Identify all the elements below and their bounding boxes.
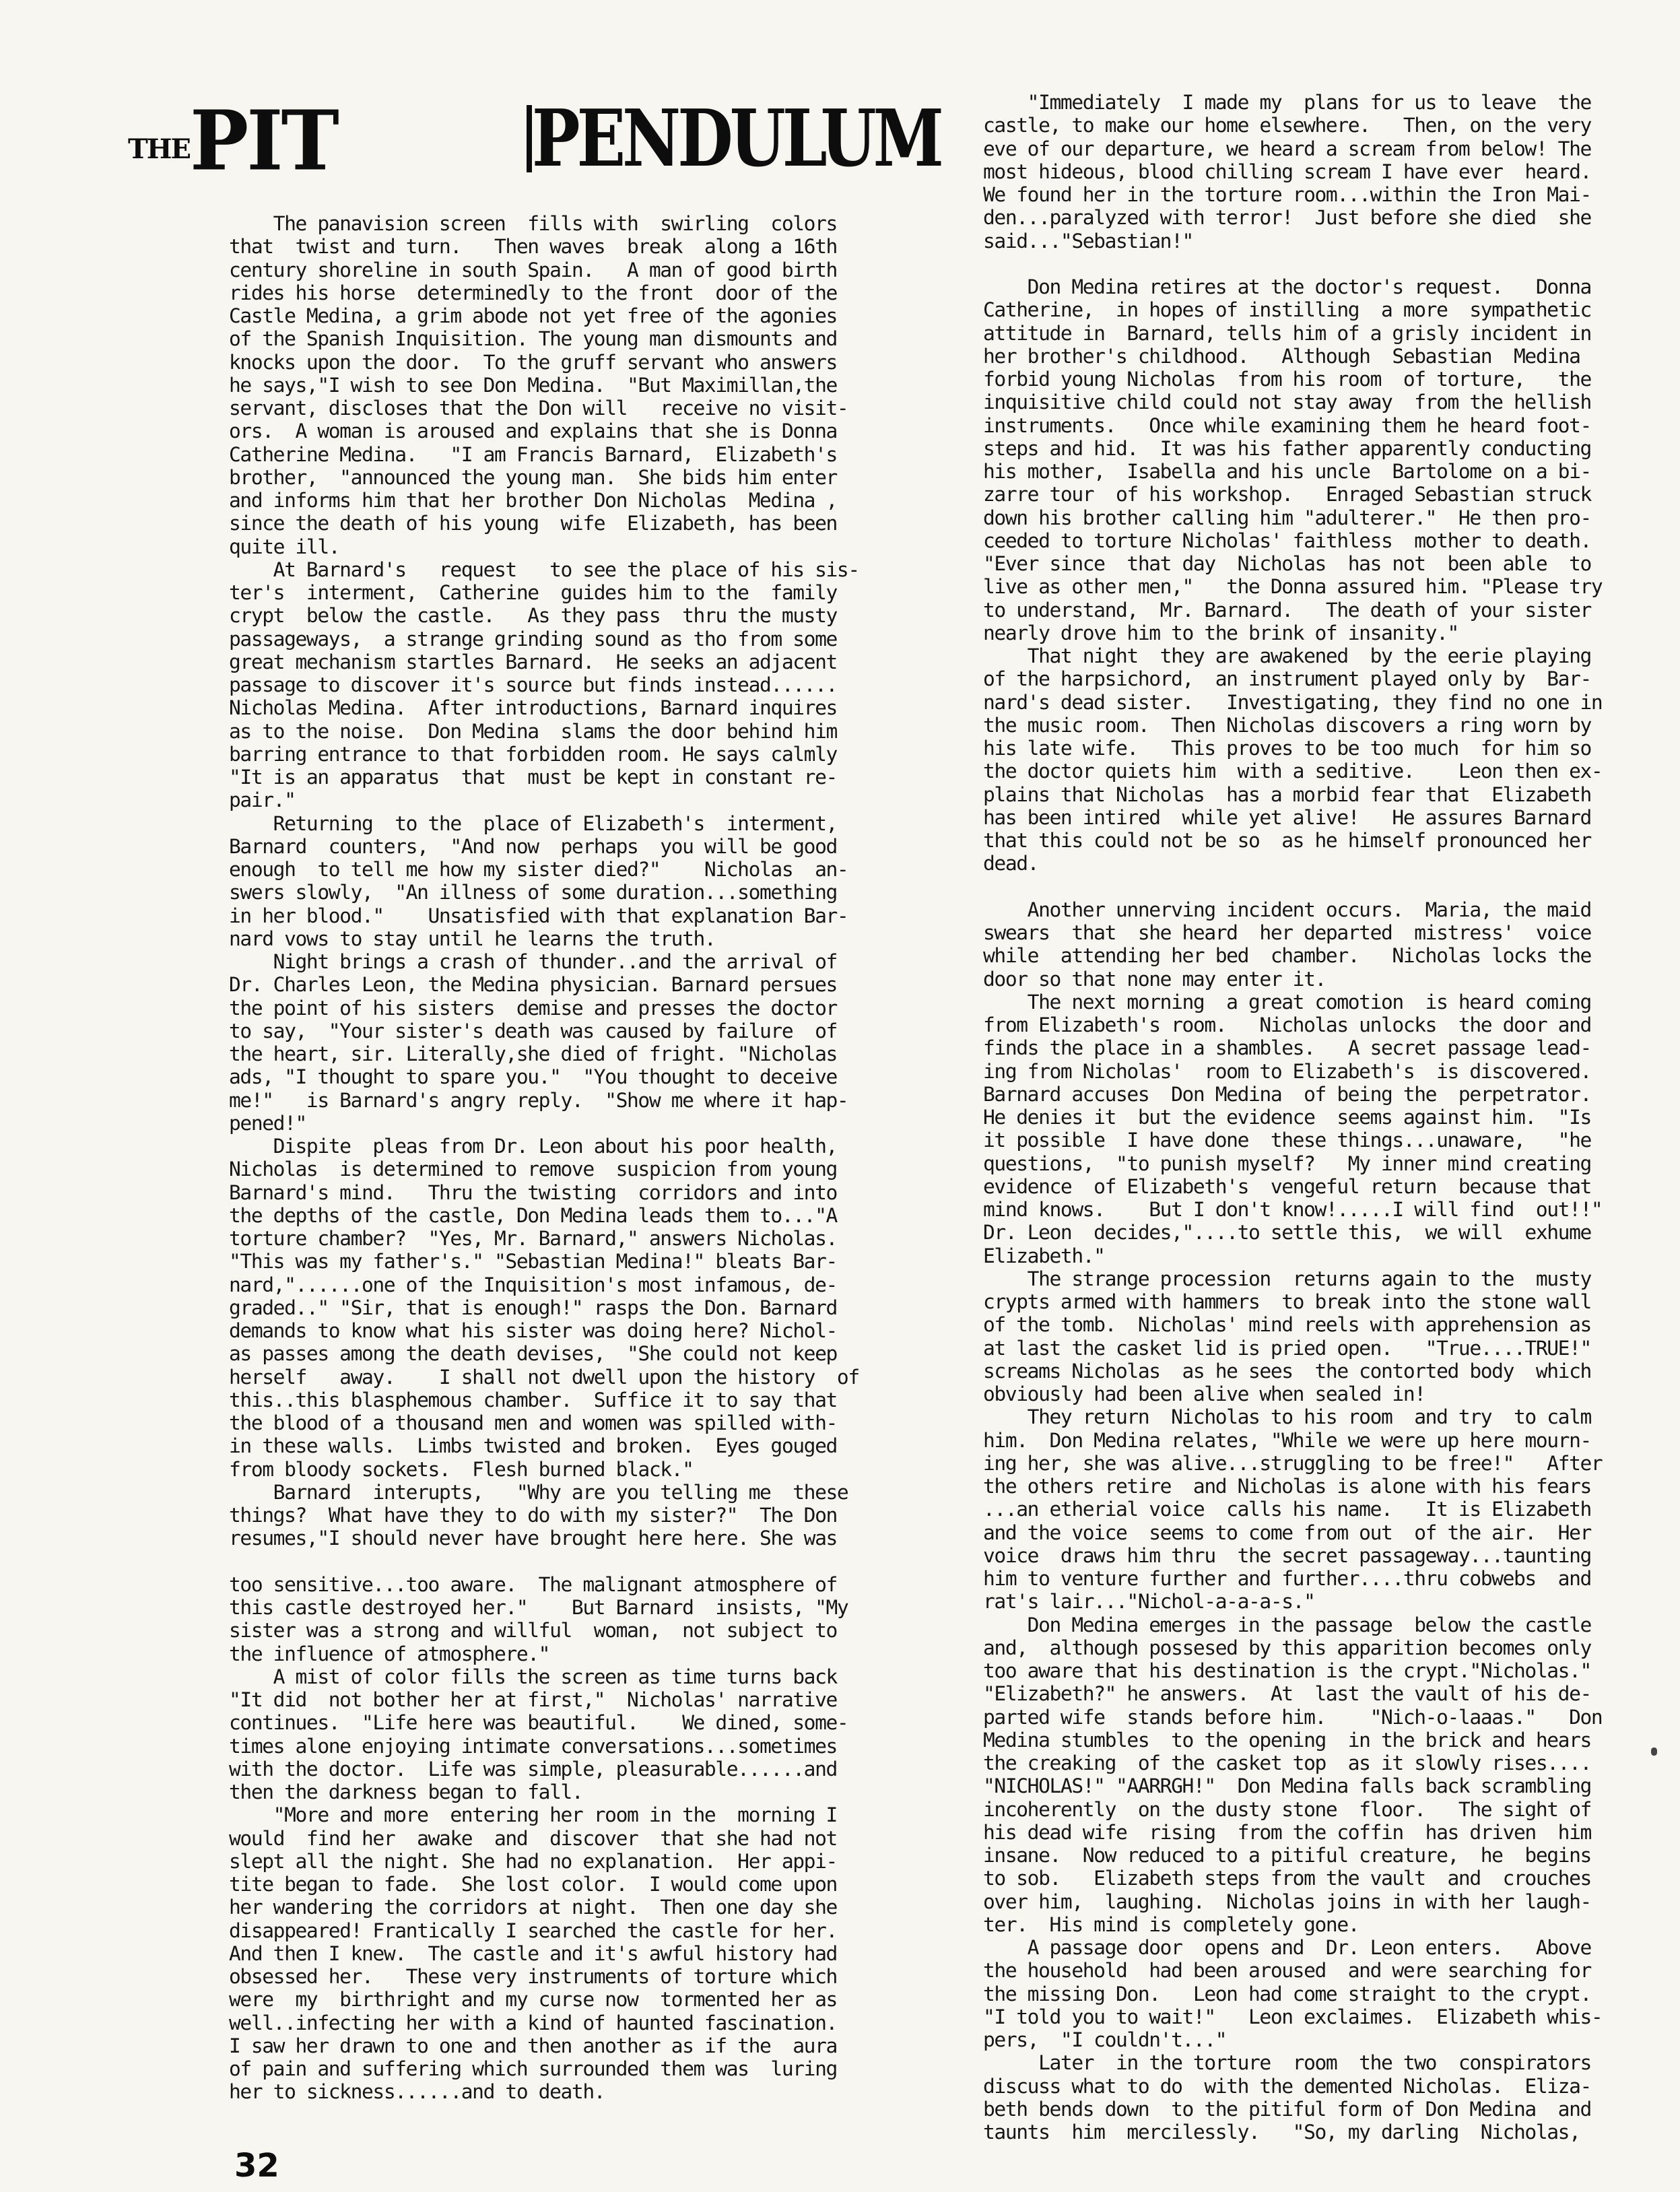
text-line: him to venture further and further....thru cobwebs and	[983, 1567, 1591, 1590]
text-line: said..."Sebastian!"	[983, 229, 1193, 253]
text-line: The strange procession returns again to the musty	[983, 1267, 1591, 1290]
scan-speck	[1651, 1748, 1657, 1756]
text-line: He denies it but the evidence seems against him. "Is	[983, 1106, 1591, 1129]
text-line: ter. His mind is completely gone.	[983, 1913, 1359, 1936]
text-line: of pain and suffering which surrounded them was luring	[229, 2057, 837, 2080]
text-line: Medina stumbles to the opening in the brick and hears	[983, 1728, 1591, 1752]
text-line: dead.	[983, 852, 1039, 875]
text-line: her brother's childhood. Although Sebastian Medina	[983, 344, 1580, 368]
text-line: the influence of atmosphere."	[229, 1642, 550, 1665]
text-line: "Immediately I made my plans for us to leave the	[983, 91, 1591, 114]
text-line: the missing Don. Leon had come straight to the crypt.	[983, 1982, 1591, 2005]
text-line: nard vows to stay until he learns the truth.	[229, 927, 716, 950]
title-divider	[527, 105, 532, 172]
text-line: were my birthright and my curse now tormented her as	[229, 1988, 837, 2012]
text-line: that twist and turn. Then waves break along a 16th	[229, 235, 837, 259]
text-line: "Elizabeth?" he answers. At last the vault of his de-	[983, 1682, 1591, 1706]
text-line: rides his horse determinedly to the front door of the	[229, 281, 837, 304]
text-line: Nicholas is determined to remove suspicion from young	[229, 1158, 837, 1181]
text-line: ing her, she was alive...struggling to be free!" After	[983, 1451, 1603, 1475]
text-line: as passes among the death devises, "She could not keep	[229, 1342, 837, 1366]
text-line: nearly drove him to the brink of insanity."	[983, 621, 1458, 644]
text-line: resumes,"I should never have brought here here. She was	[229, 1527, 837, 1550]
text-line: the others retire and Nicholas is alone with his fears	[983, 1475, 1591, 1498]
text-line: That night they are awakened by the eerie playing	[983, 644, 1591, 667]
text-line: Castle Medina, a grim abode not yet free of the agonies	[229, 304, 837, 327]
text-line: Barnard counters, "And now perhaps you will be good	[229, 834, 837, 858]
text-line: of the tomb. Nicholas' mind reels with apprehension as	[983, 1313, 1591, 1337]
text-line: Nicholas Medina. After introductions, Barnard inquires	[229, 696, 837, 720]
text-line: passageways, a strange grinding sound as tho from some	[229, 627, 837, 651]
text-line: it possible I have done these things...unaware, "he	[983, 1129, 1591, 1152]
text-line: Barnard interupts, "Why are you telling me these	[229, 1480, 848, 1504]
text-line: things? What have they to do with my sister?" The Don	[229, 1504, 837, 1527]
text-line: ing from Nicholas' room to Elizabeth's is discovered.	[983, 1059, 1591, 1083]
text-line: questions, "to punish myself? My inner mind creating	[983, 1152, 1591, 1175]
text-line: her to sickness......and to death.	[229, 2080, 605, 2104]
text-line: A passage door opens and Dr. Leon enters. Above	[983, 1936, 1591, 1959]
text-line: torture chamber? "Yes, Mr. Barnard," answers Nicholas.	[229, 1227, 837, 1250]
text-line: They return Nicholas to his room and try to calm	[983, 1405, 1591, 1429]
text-line: of the harpsichord, an instrument played only by Bar-	[983, 667, 1591, 691]
text-line: eve of our departure, we heard a scream from below! The	[983, 137, 1591, 160]
text-line: A mist of color fills the screen as time turns back	[229, 1665, 837, 1688]
text-line: obviously had been alive when sealed in!	[983, 1383, 1425, 1405]
text-line: the depths of the castle, Don Medina leads them to..."A	[229, 1203, 837, 1227]
title-pendulum: PENDULUM	[532, 93, 941, 185]
text-line: The panavision screen fills with swirling colors	[229, 212, 837, 235]
text-line: that this could not be so as he himself pronounced her	[983, 829, 1591, 852]
left-column	[229, 212, 869, 2104]
article-title	[128, 88, 941, 189]
text-line: zarre tour of his workshop. Enraged Sebastian struck	[983, 483, 1591, 506]
title-pit: PIT	[190, 93, 337, 189]
text-line: mind knows. But I don't know!.....I will find out!!"	[983, 1198, 1603, 1221]
text-line: "It did not bother her at first," Nicholas' narrative	[229, 1688, 837, 1711]
text-line: Another unnerving incident occurs. Maria, the maid	[983, 898, 1591, 921]
text-line: nard's dead sister. Investigating, they find no one in	[983, 690, 1603, 714]
text-line: his late wife. This proves to be too much for him so	[983, 737, 1591, 760]
text-line: and, although possesed by this apparition becomes only	[983, 1636, 1591, 1659]
text-line: the heart, sir. Literally,she died of fright. "Nicholas	[229, 1042, 837, 1065]
text-line: voice draws him thru the secret passageway...taunting	[983, 1543, 1591, 1567]
text-line: Dr. Leon decides,"....to settle this, we will exhume	[983, 1221, 1591, 1244]
text-line: Dispite pleas from Dr. Leon about his poor health,	[229, 1135, 837, 1158]
text-line: door so that none may enter it.	[983, 967, 1326, 991]
text-line: Night brings a crash of thunder..and the arrival of	[229, 950, 837, 973]
text-line: he says,"I wish to see Don Medina. "But Maximillan,the	[229, 373, 837, 397]
text-line: most hideous, blood chilling scream I have ever heard.	[983, 160, 1591, 183]
text-line: live as other men," the Donna assured him. "Please try	[983, 575, 1603, 599]
text-line: his dead wife rising from the coffin has driven him	[983, 1820, 1591, 1844]
text-line: then the darkness began to fall.	[229, 1781, 583, 1803]
text-line: barring entrance to that forbidden room. He says calmly	[229, 742, 837, 766]
text-line: disappeared! Frantically I searched the castle for her.	[229, 1919, 837, 1942]
text-line: Catherine, in hopes of instilling a more sympathetic	[983, 298, 1591, 322]
text-line: to say, "Your sister's death was caused by failure of	[229, 1019, 837, 1042]
text-line: tite began to fade. She lost color. I would come upon	[229, 1873, 837, 1896]
text-line: den...paralyzed with terror! Just before she died she	[983, 206, 1591, 230]
text-line: crypt below the castle. As they pass thru the musty	[229, 604, 837, 628]
text-line: pair."	[229, 789, 296, 812]
text-line: Elizabeth."	[983, 1244, 1105, 1267]
text-line: beth bends down to the pitiful form of Don Medina and	[983, 2097, 1591, 2121]
text-line: this..this blasphemous chamber. Suffice it to say that	[229, 1388, 837, 1411]
text-line: great mechanism startles Barnard. He seeks an adjacent	[229, 650, 837, 673]
text-line: this castle destroyed her." But Barnard insists, "My	[229, 1596, 848, 1619]
text-line: in her blood." Unsatisfied with that explanation Bar-	[229, 904, 848, 927]
text-line: me!" is Barnard's angry reply. "Show me where it hap-	[229, 1088, 848, 1112]
text-line: over him, laughing. Nicholas joins in with her laugh-	[983, 1890, 1591, 1913]
text-line: ads, "I thought to spare you." "You thought to deceive	[229, 1065, 837, 1089]
text-line: her wandering the corridors at night. Then one day she	[229, 1896, 837, 1919]
text-line: since the death of his young wife Elizabeth, has been	[229, 512, 837, 535]
text-line: century shoreline in south Spain. A man of good birth	[229, 258, 837, 281]
text-line: At Barnard's request to see the place of his sis-	[229, 558, 859, 581]
text-line: quite ill.	[229, 535, 340, 558]
text-line: while attending her bed chamber. Nicholas locks the	[983, 944, 1591, 968]
text-line: finds the place in a shambles. A secret passage lead-	[983, 1036, 1591, 1060]
text-line: as to the noise. Don Medina slams the door behind him	[229, 719, 837, 743]
text-line: Don Medina emerges in the passage below the castle	[983, 1613, 1591, 1636]
text-line: the blood of a thousand men and women was spilled with-	[229, 1411, 837, 1434]
text-line: ...an etherial voice calls his name. It is Elizabeth	[983, 1498, 1591, 1521]
text-line: from bloody sockets. Flesh burned black."	[229, 1457, 694, 1481]
text-line: at last the casket lid is pried open. "True....TRUE!"	[983, 1336, 1591, 1360]
text-line: "NICHOLAS!" "AARRGH!" Don Medina falls back scrambling	[983, 1774, 1591, 1798]
text-line: Barnard's mind. Thru the twisting corridors and into	[229, 1181, 837, 1204]
text-line: of the Spanish Inquisition. The young man dismounts and	[229, 327, 837, 351]
text-line: pened!"	[229, 1111, 306, 1135]
text-line: too sensitive...too aware. The malignant atmosphere of	[229, 1572, 837, 1596]
text-line	[983, 253, 1576, 275]
text-line: pers, "I couldn't..."	[983, 2028, 1227, 2051]
text-line: with the doctor. Life was simple, pleasurable......and	[229, 1757, 837, 1781]
text-line: Don Medina retires at the doctor's request. Donna	[983, 275, 1591, 298]
text-line: plains that Nicholas has a morbid fear that Elizabeth	[983, 783, 1591, 806]
text-line: brother, "announced the young man. She bids him enter	[229, 465, 837, 489]
text-line: Catherine Medina. "I am Francis Barnard, Elizabeth's	[229, 442, 837, 466]
text-line: swers slowly, "An illness of some duration...something	[229, 881, 837, 904]
text-line: herself away. I shall not dwell upon the history of	[229, 1365, 859, 1389]
text-line: passage to discover it's source but finds instead......	[229, 673, 837, 696]
text-line: "It is an apparatus that must be kept in constant re-	[229, 766, 837, 789]
text-line: Dr. Charles Leon, the Medina physician. Barnard persues	[229, 973, 837, 997]
text-line: graded.." "Sir, that is enough!" rasps the Don. Barnard	[229, 1296, 837, 1319]
text-line: and the voice seems to come from out of the air. Her	[983, 1521, 1591, 1544]
text-line: The next morning a great comotion is heard coming	[983, 990, 1591, 1014]
text-line: And then I knew. The castle and it's awful history had	[229, 1941, 837, 1965]
title-the: THE	[128, 133, 191, 165]
text-line: instruments. Once while examining them he heard foot-	[983, 413, 1591, 437]
text-line: the music room. Then Nicholas discovers a ring worn by	[983, 713, 1591, 737]
text-line: down his brother calling him "adulterer." He then pro-	[983, 506, 1591, 529]
text-line: "More and more entering her room in the morning I	[229, 1803, 837, 1827]
text-line: taunts him mercilessly. "So, my darling Nicholas,	[983, 2121, 1580, 2144]
text-line: screams Nicholas as he sees the contorted body which	[983, 1359, 1591, 1383]
text-line: slept all the night. She had no explanation. Her appi-	[229, 1849, 837, 1873]
text-line: "I told you to wait!" Leon exclaimes. Elizabeth whis-	[983, 2005, 1603, 2028]
text-line: the creaking of the casket top as it slowly rises....	[983, 1752, 1591, 1774]
text-line: demands to know what his sister was doing here? Nichol-	[229, 1319, 837, 1342]
text-line: from Elizabeth's room. Nicholas unlocks the door and	[983, 1014, 1591, 1036]
text-line: servant, discloses that the Don will receive no visit-	[229, 397, 848, 420]
text-line: his mother, Isabella and his uncle Bartolome on a bi-	[983, 460, 1591, 483]
text-line: rat's lair..."Nichol-a-a-a-s."	[983, 1590, 1315, 1614]
text-line: well..infecting her with a kind of haunted fascination.	[229, 2011, 837, 2034]
text-line: and informs him that her brother Don Nicholas Medina ,	[229, 489, 837, 512]
text-line: ors. A woman is aroused and explains that she is Donna	[229, 420, 837, 443]
text-line	[983, 875, 1576, 898]
text-line: evidence of Elizabeth's vengeful return because that	[983, 1174, 1591, 1198]
page-number: 32	[234, 2147, 279, 2185]
text-line: ceeded to torture Nicholas' faithless mother to death.	[983, 529, 1591, 552]
text-line: forbid young Nicholas from his room of torture, the	[983, 368, 1591, 391]
text-line: continues. "Life here was beautiful. We dined, some-	[229, 1711, 848, 1735]
text-line: incoherently on the dusty stone floor. The sight of	[983, 1797, 1591, 1821]
text-line: the point of his sisters demise and presses the doctor	[229, 996, 837, 1020]
text-line: in these walls. Limbs twisted and broken. Eyes gouged	[229, 1434, 837, 1458]
text-line: has been intired while yet alive! He assures Barnard	[983, 805, 1591, 829]
text-line: Later in the torture room the two conspirators	[983, 2051, 1591, 2075]
text-line: steps and hid. It was his father apparently conducting	[983, 436, 1591, 460]
text-line: parted wife stands before him. "Nich-o-laaas." Don	[983, 1705, 1603, 1729]
text-line: attitude in Barnard, tells him of a grisly incident in	[983, 321, 1591, 345]
text-line: ter's interment, Catherine guides him to the family	[229, 581, 837, 604]
text-line: knocks upon the door. To the gruff servant who answers	[229, 350, 837, 374]
text-line: the doctor quiets him with a seditive. Leon then ex-	[983, 760, 1603, 783]
text-line: "Ever since that day Nicholas has not been able to	[983, 552, 1591, 575]
text-line: We found her in the torture room...within the Iron Mai-	[983, 183, 1591, 206]
text-line: the household had been aroused and were searching for	[983, 1959, 1591, 1983]
text-line: Barnard accuses Don Medina of being the perpetrator.	[983, 1082, 1591, 1106]
text-line: would find her awake and discover that she had not	[229, 1826, 837, 1850]
text-line: nard,"......one of the Inquisition's most infamous, de-	[229, 1273, 837, 1296]
text-line	[229, 1550, 869, 1573]
text-line: Returning to the place of Elizabeth's interment,	[229, 811, 837, 835]
text-line: him. Don Medina relates, "While we were up here mourn-	[983, 1428, 1591, 1452]
text-line: times alone enjoying intimate conversations...sometimes	[229, 1734, 837, 1758]
text-line: sister was a strong and willful woman, not subject to	[229, 1619, 837, 1642]
text-line: obsessed her. These very instruments of torture which	[229, 1965, 837, 1988]
text-line: enough to tell me how my sister died?" Nicholas an-	[229, 858, 848, 881]
text-line: to sob. Elizabeth steps from the vault and crouches	[983, 1867, 1591, 1890]
text-line: crypts armed with hammers to break into the stone wall	[983, 1290, 1591, 1313]
text-line: discuss what to do with the demented Nicholas. Eliza-	[983, 2074, 1591, 2098]
text-line: swears that she heard her departed mistress' voice	[983, 921, 1591, 944]
text-line: I saw her drawn to one and then another as if the aura	[229, 2034, 837, 2057]
right-column	[983, 91, 1603, 2144]
text-line: "This was my father's." "Sebastian Medina!" bleats Bar-	[229, 1250, 837, 1273]
text-line: to understand, Mr. Barnard. The death of your sister	[983, 598, 1591, 622]
text-line: inquisitive child could not stay away from the hellish	[983, 391, 1591, 414]
text-line: insane. Now reduced to a pitiful creature, he begins	[983, 1844, 1591, 1867]
text-line: too aware that his destination is the crypt."Nicholas."	[983, 1659, 1591, 1682]
text-line: castle, to make our home elsewhere. Then, on the very	[983, 114, 1591, 137]
